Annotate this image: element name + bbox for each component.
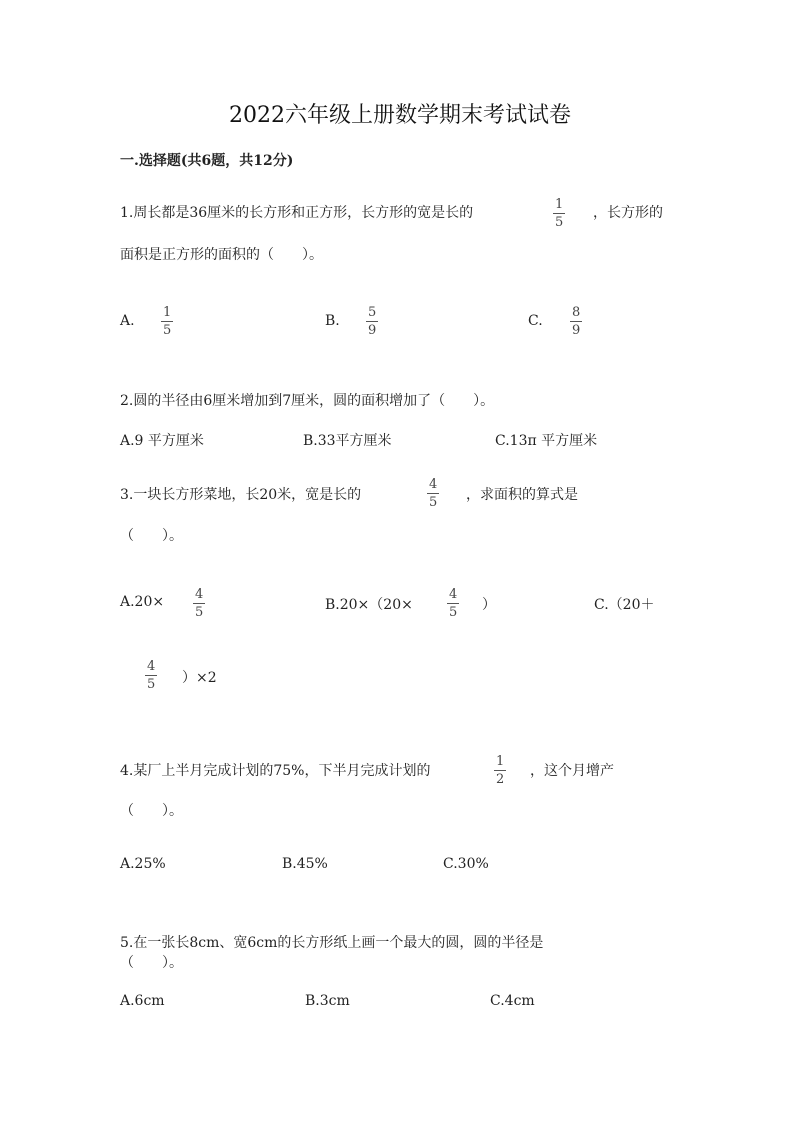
q3-fraction-denominator: 5 [429,495,438,510]
q1-option-b-label[interactable]: B. [325,313,340,329]
q4-option-b[interactable]: B.45% [282,856,328,872]
q1-option-b-denominator: 9 [368,323,377,338]
q1-fraction-numerator: 1 [555,197,564,212]
section-heading: 一.选择题(共6题，共12分) [120,153,294,169]
q1-option-c-fraction [570,306,582,337]
q5-option-a[interactable]: A.6cm [120,993,165,1009]
q1-option-c-numerator: 8 [572,305,581,320]
q5-option-b[interactable]: B.3cm [305,993,350,1009]
q1-option-c-label[interactable]: C. [528,313,543,329]
q3-option-a[interactable]: A.20× [120,594,165,610]
q3-option-b[interactable]: B.20×（20× [325,597,413,613]
q1-fraction-denominator: 5 [555,215,564,230]
q5-text-line2: （ ）。 [120,955,183,971]
q5-option-c[interactable]: C.4cm [490,993,535,1009]
q4-fraction-denominator: 2 [496,772,505,787]
q3-option-b-fraction [447,588,459,619]
q3-fraction [427,478,439,509]
q1-option-a-fraction [161,306,173,337]
q1-fraction [553,198,565,229]
q1-option-b-fraction [366,306,378,337]
q3-option-b-end: ） [482,597,496,613]
q4-fraction [494,755,506,786]
q5-text-line1: 5.在一张长8cm、宽6cm的长方形纸上画一个最大的圆，圆的半径是 [120,935,544,951]
q1-option-a-numerator: 1 [163,305,172,320]
q3-text-line1-end: ，求面积的算式是 [466,487,578,503]
q2-text: 2.圆的半径由6厘米增加到7厘米，圆的面积增加了（ ）。 [120,393,495,409]
q3-text-line2: （ ）。 [120,528,183,544]
q1-text-line1: 1.周长都是36厘米的长方形和正方形，长方形的宽是长的 [120,205,474,221]
q4-text-line2: （ ）。 [120,803,183,819]
q3-option-a-numerator: 4 [195,587,204,602]
q4-option-a[interactable]: A.25% [120,856,166,872]
q1-text-line1-end: ，长方形的 [593,205,663,221]
q4-fraction-numerator: 1 [496,754,505,769]
q1-text-line2: 面积是正方形的面积的（ ）。 [120,247,323,263]
q4-text-line1-end: ，这个月增产 [530,763,614,779]
q3-option-a-denominator: 5 [195,605,204,620]
q1-option-a-denominator: 5 [163,323,172,338]
q3-fraction-numerator: 4 [429,477,438,492]
q3-option-c-fraction [145,660,157,691]
q3-option-b-denominator: 5 [449,605,458,620]
q3-option-b-numerator: 4 [449,587,458,602]
q3-text-line1: 3.一块长方形菜地，长20米，宽是长的 [120,487,362,503]
q4-option-c[interactable]: C.30% [443,856,489,872]
q3-option-c-numerator: 4 [147,659,156,674]
q2-option-b[interactable]: B.33平方厘米 [303,433,392,449]
q3-option-c-denominator: 5 [147,677,156,692]
q1-option-a-label[interactable]: A. [120,313,135,329]
q1-option-c-denominator: 9 [572,323,581,338]
q3-option-c-end: ）×2 [182,670,217,686]
q3-option-c[interactable]: C.（20＋ [594,597,655,613]
q2-option-c[interactable]: C.13π 平方厘米 [495,433,598,449]
q1-option-b-numerator: 5 [368,305,377,320]
q2-option-a[interactable]: A.9 平方厘米 [120,433,204,449]
q3-option-a-fraction [193,588,205,619]
q4-text-line1: 4.某厂上半月完成计划的75%，下半月完成计划的 [120,763,431,779]
page-title: 2022六年级上册数学期末考试试卷 [229,103,571,128]
